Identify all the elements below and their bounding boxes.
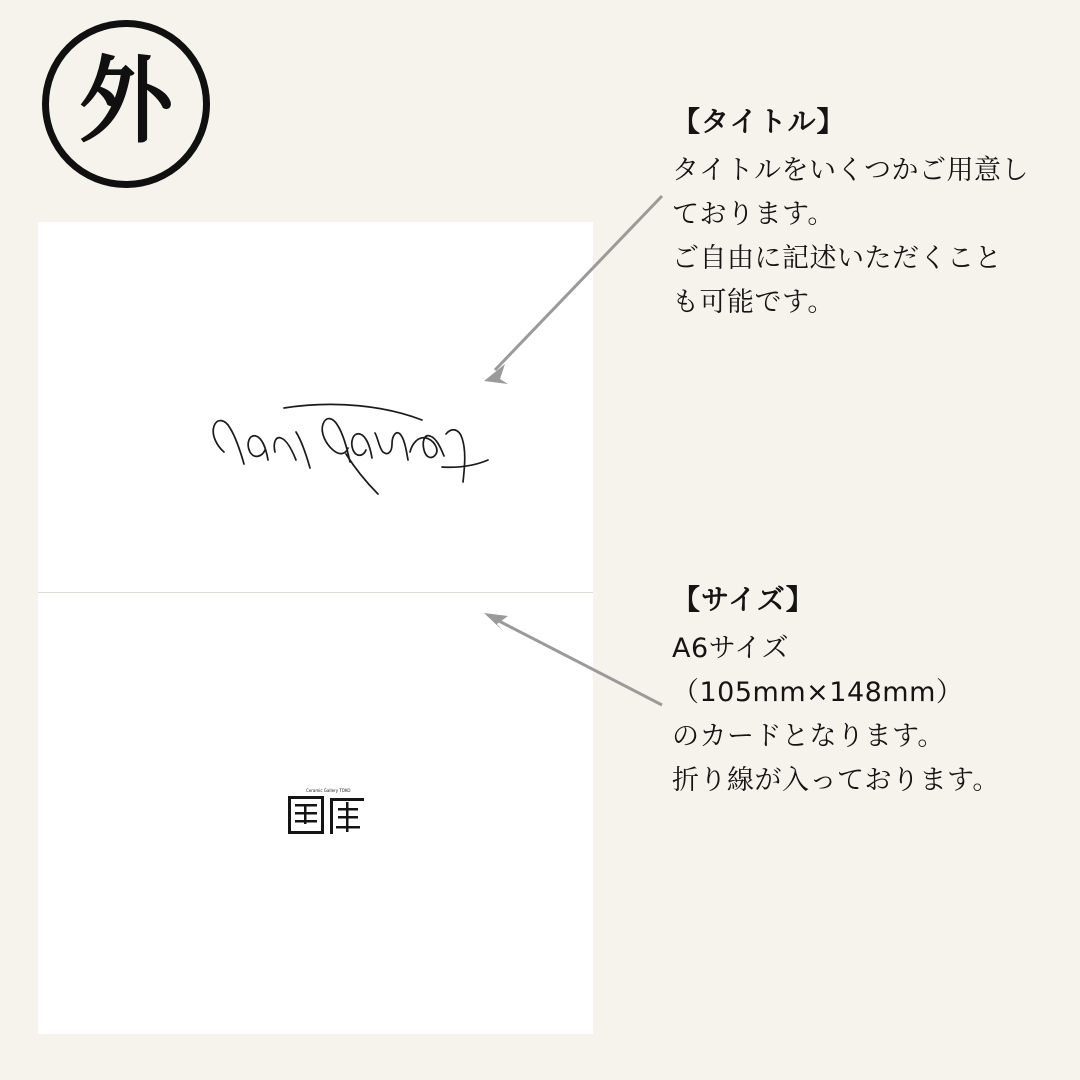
- badge-outside: [42, 20, 210, 188]
- annotation-title-line-1: タイトルをいくつかご用意し: [672, 155, 1029, 187]
- annotation-size: [672, 578, 1000, 802]
- badge-label: 外: [78, 47, 173, 156]
- annotation-size-line-1: A6サイズ: [672, 633, 789, 665]
- annotation-title: [672, 100, 1029, 324]
- annotation-size-heading: 【サイズ】: [672, 583, 815, 616]
- annotation-title-heading: 【タイトル】: [672, 105, 846, 138]
- annotation-size-line-2: （105mm×148mm）: [672, 677, 964, 709]
- annotation-title-line-4: も可能です。: [672, 286, 835, 318]
- annotation-title-line-2: ております。: [672, 199, 835, 231]
- toko-logo: [286, 782, 368, 840]
- thank-you-signature: [206, 382, 496, 512]
- annotation-title-line-3: ご自由に記述いただくこと: [672, 242, 1002, 274]
- svg-text:Ceramic Gallery TOKO: Ceramic Gallery TOKO: [306, 788, 351, 793]
- fold-line: [38, 592, 593, 593]
- annotation-size-line-4: 折り線が入っております。: [672, 764, 1000, 796]
- annotation-size-line-3: のカードとなります。: [672, 720, 945, 752]
- greeting-card: [38, 222, 593, 1034]
